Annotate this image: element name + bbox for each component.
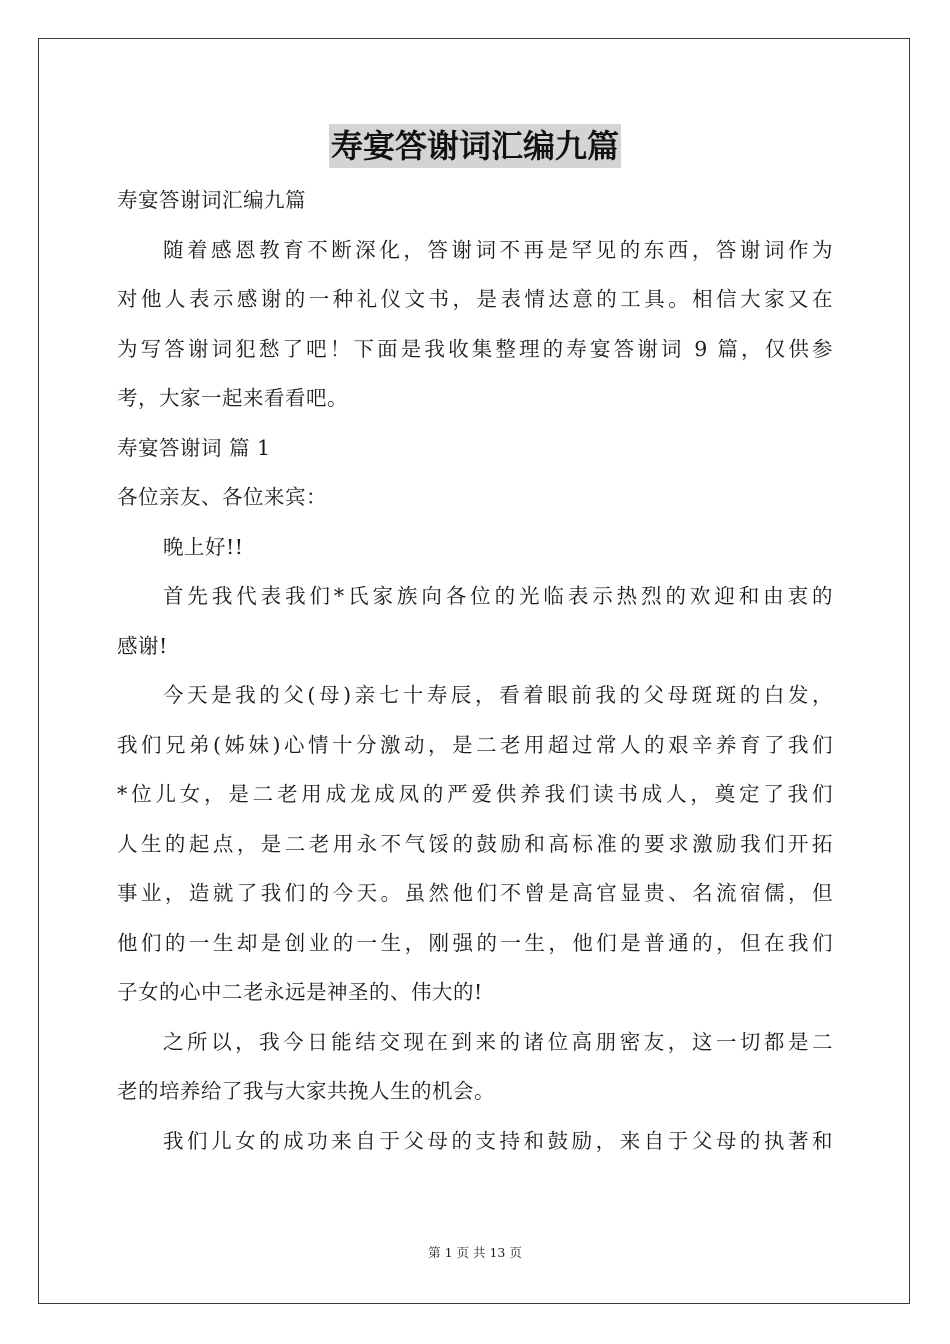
text-line: 为写答谢词犯愁了吧！下面是我收集整理的寿宴答谢词 9 篇，仅供参 [117,336,833,361]
document-body [117,176,833,1166]
text-line: 今天是我的父(母)亲七十寿辰，看着眼前我的父母斑斑的白发， [163,683,833,707]
document-title: 寿宴答谢词汇编九篇 [329,124,621,168]
text-line: 考，大家一起来看看吧。 [117,386,348,410]
text-line: 我们兄弟(姊妹)心情十分激动，是二老用超过常人的艰辛养育了我们 [117,732,833,757]
text-line: 感谢! [117,633,168,658]
text-line: 随着感恩教育不断深化，答谢词不再是罕见的东西，答谢词作为 [163,237,833,262]
text-line: 晚上好!! [163,534,244,559]
text-line: 对他人表示感谢的一种礼仪文书，是表情达意的工具。相信大家又在 [117,287,833,311]
text-line: 老的培养给了我与大家共挽人生的机会。 [117,1079,495,1103]
text-line: 寿宴答谢词 篇 1 [117,435,271,460]
text-line: 各位亲友、各位来宾： [117,485,327,509]
text-line: 之所以，我今日能结交现在到来的诸位高朋密友，这一切都是二 [163,1029,833,1054]
text-line: *位儿女，是二老用成龙成凤的严爱供养我们读书成人，奠定了我们 [117,782,833,806]
text-line: 我们儿女的成功来自于父母的支持和鼓励，来自于父母的执著和 [163,1128,833,1153]
text-line: 他们的一生却是创业的一生，刚强的一生，他们是普通的，但在我们 [117,930,833,955]
page-footer: 第 1 页 共 13 页 [428,1245,522,1260]
text-line: 子女的心中二老永远是神圣的、伟大的! [117,980,483,1004]
text-line: 事业，造就了我们的今天。虽然他们不曾是高官显贵、名流宿儒，但 [117,881,833,905]
text-line: 人生的起点，是二老用永不气馁的鼓励和高标准的要求激励我们开拓 [117,831,833,856]
text-line: 首先我代表我们*氏家族向各位的光临表示热烈的欢迎和由衷的 [163,584,833,608]
title-container [0,124,950,168]
text-line: 寿宴答谢词汇编九篇 [117,188,306,212]
